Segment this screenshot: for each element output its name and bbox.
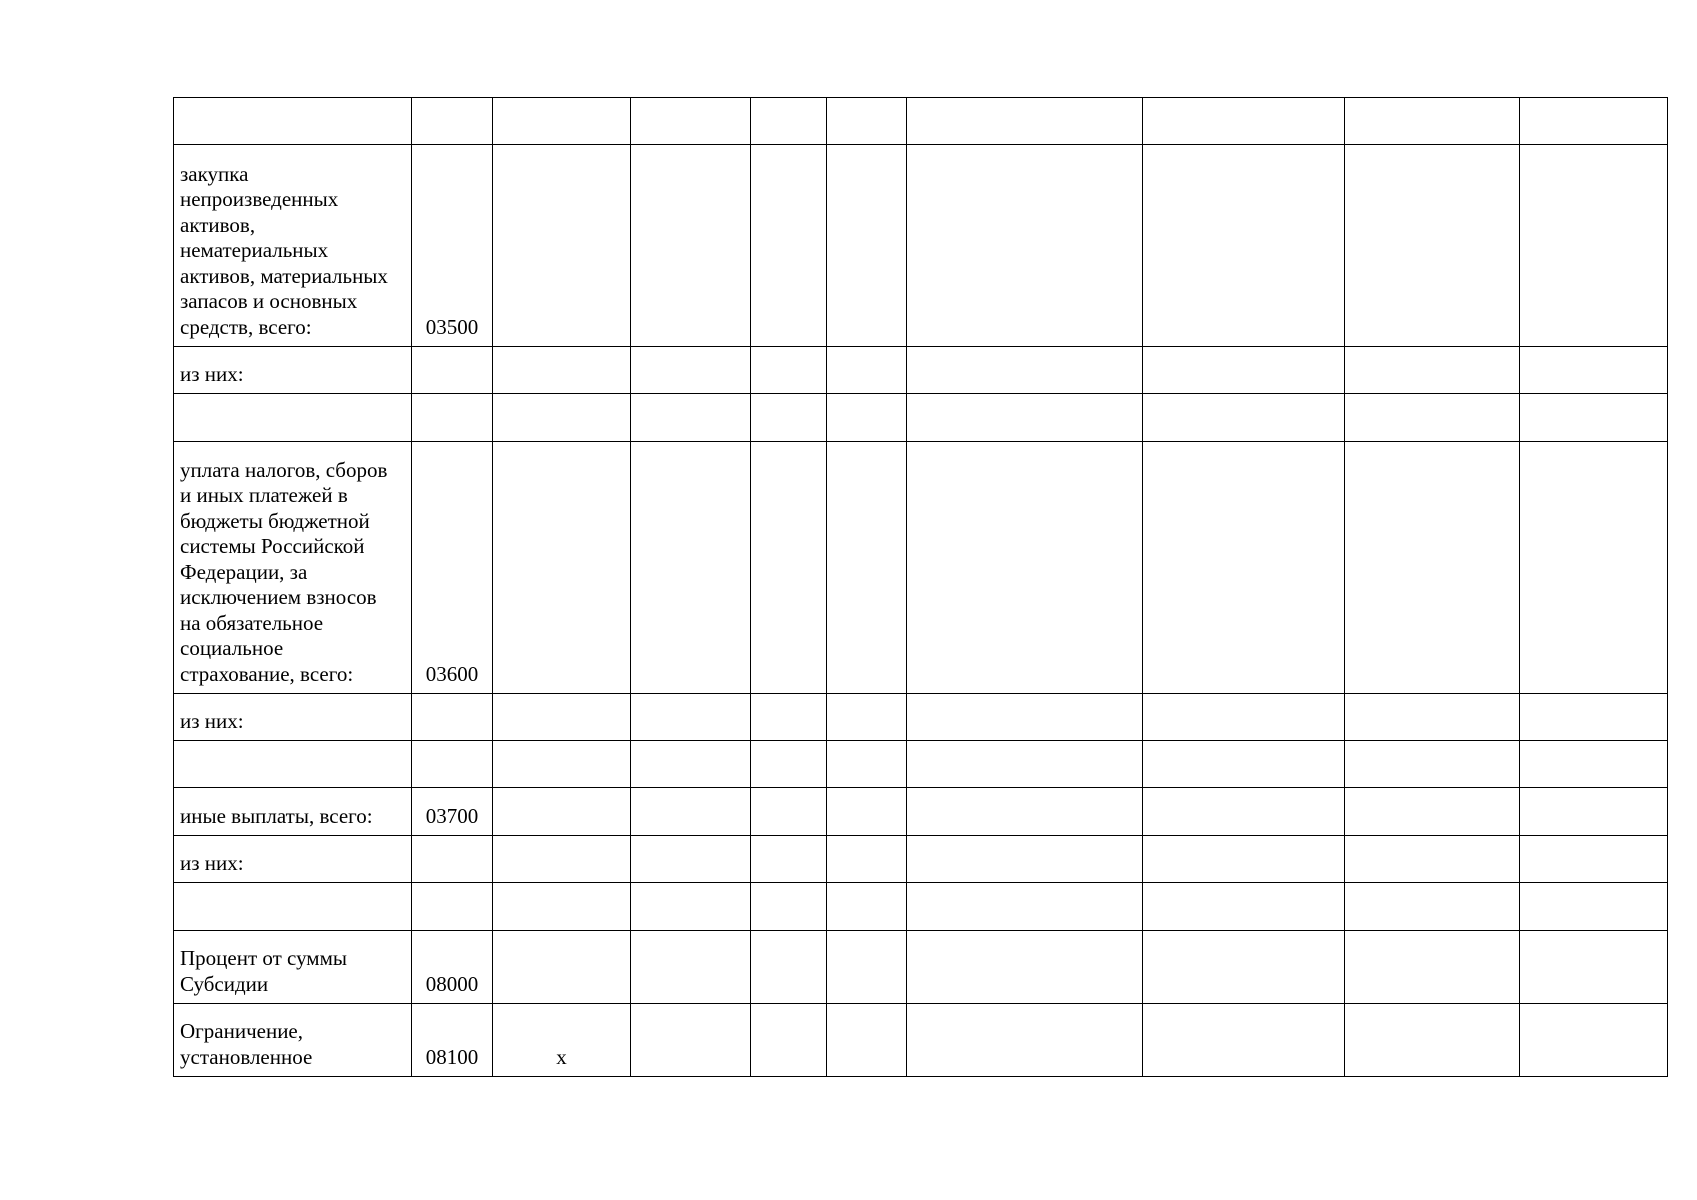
table-row	[174, 694, 1668, 741]
value-cell	[827, 442, 907, 694]
value-cell	[1143, 394, 1345, 442]
value-cell	[493, 98, 631, 145]
value-cell	[1345, 788, 1520, 836]
row-code-cell	[412, 442, 493, 694]
value-cell	[751, 1004, 827, 1077]
value-text: x	[556, 1044, 567, 1069]
value-cell	[1143, 741, 1345, 788]
value-cell	[1520, 883, 1668, 931]
row-name-text: уплата налогов, сборов и иных платежей в бюджеты бюджетной системы Российской Федерации, за исключением взносов на обязательное социальное страхование, всего:	[180, 457, 388, 686]
value-cell	[631, 98, 751, 145]
row-code-text: 08000	[425, 971, 479, 996]
value-cell	[827, 1004, 907, 1077]
table-row	[174, 741, 1668, 788]
row-name-text: из них:	[180, 708, 244, 733]
value-cell	[493, 741, 631, 788]
value-cell	[751, 394, 827, 442]
table-row	[174, 442, 1668, 694]
value-cell	[827, 98, 907, 145]
value-cell	[751, 442, 827, 694]
table-row	[174, 98, 1668, 145]
value-cell	[1143, 788, 1345, 836]
value-cell	[1345, 145, 1520, 347]
value-cell	[1520, 694, 1668, 741]
value-cell	[493, 788, 631, 836]
value-cell	[1143, 98, 1345, 145]
row-name-cell	[174, 442, 412, 694]
row-name-text: из них:	[180, 361, 244, 386]
value-cell	[907, 694, 1143, 741]
table-row	[174, 836, 1668, 883]
row-code-cell	[412, 394, 493, 442]
value-cell	[1520, 788, 1668, 836]
value-cell	[1345, 741, 1520, 788]
value-cell	[751, 741, 827, 788]
value-cell	[907, 145, 1143, 347]
row-name-text: Процент от суммы Субсидии	[180, 946, 347, 996]
value-cell	[751, 347, 827, 394]
value-cell	[907, 98, 1143, 145]
row-code-cell	[412, 883, 493, 931]
table-row	[174, 394, 1668, 442]
value-cell	[751, 836, 827, 883]
value-cell	[1345, 442, 1520, 694]
value-cell	[631, 347, 751, 394]
value-cell	[493, 694, 631, 741]
value-cell	[1520, 931, 1668, 1004]
value-cell	[631, 931, 751, 1004]
value-cell	[631, 694, 751, 741]
value-cell	[1345, 98, 1520, 145]
value-cell	[907, 741, 1143, 788]
value-cell	[493, 836, 631, 883]
value-cell	[1520, 741, 1668, 788]
row-name-text: закупка непроизведенных активов, нематериальных активов, материальных запасов и основных средств, всего:	[180, 161, 388, 339]
value-cell	[827, 931, 907, 1004]
value-cell	[1143, 145, 1345, 347]
value-cell	[1520, 145, 1668, 347]
table-row	[174, 931, 1668, 1004]
value-cell	[1143, 694, 1345, 741]
row-name-text: Ограничение, установленное	[180, 1019, 313, 1069]
row-code-cell	[412, 788, 493, 836]
row-code-cell	[412, 1004, 493, 1077]
value-cell	[751, 98, 827, 145]
value-cell	[1520, 98, 1668, 145]
value-cell	[1345, 931, 1520, 1004]
value-cell	[1345, 694, 1520, 741]
value-cell	[907, 836, 1143, 883]
value-cell	[1143, 883, 1345, 931]
value-cell	[631, 788, 751, 836]
table-row	[174, 788, 1668, 836]
value-cell	[493, 394, 631, 442]
table-row	[174, 883, 1668, 931]
table-row	[174, 347, 1668, 394]
value-cell	[751, 931, 827, 1004]
value-cell	[493, 442, 631, 694]
value-cell	[827, 145, 907, 347]
row-name-cell	[174, 98, 412, 145]
value-cell	[827, 836, 907, 883]
value-cell	[1520, 836, 1668, 883]
value-cell	[907, 788, 1143, 836]
value-cell	[631, 394, 751, 442]
value-cell	[751, 145, 827, 347]
table-body	[174, 98, 1668, 1077]
value-cell	[1345, 1004, 1520, 1077]
value-cell	[1143, 931, 1345, 1004]
row-name-cell	[174, 836, 412, 883]
value-cell	[1345, 347, 1520, 394]
row-code-cell	[412, 145, 493, 347]
value-cell	[751, 694, 827, 741]
value-cell	[631, 741, 751, 788]
value-cell	[827, 694, 907, 741]
row-name-cell	[174, 347, 412, 394]
row-code-cell	[412, 741, 493, 788]
row-code-cell	[412, 931, 493, 1004]
row-name-cell	[174, 788, 412, 836]
row-code-text: 03500	[425, 314, 479, 339]
value-cell	[907, 442, 1143, 694]
value-cell	[1143, 442, 1345, 694]
row-name-cell	[174, 741, 412, 788]
value-cell	[1520, 347, 1668, 394]
value-cell	[631, 836, 751, 883]
value-cell	[631, 1004, 751, 1077]
value-cell	[1345, 836, 1520, 883]
row-code-cell	[412, 98, 493, 145]
value-cell	[827, 394, 907, 442]
value-cell	[1143, 347, 1345, 394]
row-code-cell	[412, 694, 493, 741]
row-name-text: иные выплаты, всего:	[180, 803, 373, 828]
value-cell	[493, 347, 631, 394]
value-cell	[907, 347, 1143, 394]
value-cell	[631, 145, 751, 347]
value-cell	[1520, 1004, 1668, 1077]
value-cell	[827, 883, 907, 931]
row-name-cell	[174, 931, 412, 1004]
table-row	[174, 1004, 1668, 1077]
row-name-cell	[174, 694, 412, 741]
row-name-cell	[174, 394, 412, 442]
value-cell	[907, 1004, 1143, 1077]
row-code-text: 03600	[425, 661, 479, 686]
row-code-cell	[412, 347, 493, 394]
value-cell	[493, 931, 631, 1004]
value-cell	[751, 883, 827, 931]
row-name-cell	[174, 883, 412, 931]
value-cell	[631, 442, 751, 694]
row-name-cell	[174, 1004, 412, 1077]
value-cell	[1520, 442, 1668, 694]
value-cell	[907, 394, 1143, 442]
value-cell	[631, 883, 751, 931]
value-cell	[827, 788, 907, 836]
value-cell	[827, 347, 907, 394]
value-cell	[1143, 836, 1345, 883]
value-cell	[1143, 1004, 1345, 1077]
value-cell	[493, 145, 631, 347]
value-cell	[493, 883, 631, 931]
value-cell	[1345, 394, 1520, 442]
row-code-text: 03700	[425, 803, 479, 828]
value-cell	[827, 741, 907, 788]
report-table	[173, 97, 1668, 1077]
table-row	[174, 145, 1668, 347]
value-cell	[1345, 883, 1520, 931]
value-cell	[907, 883, 1143, 931]
row-name-cell	[174, 145, 412, 347]
value-cell	[1520, 394, 1668, 442]
value-cell	[493, 1004, 631, 1077]
row-code-cell	[412, 836, 493, 883]
value-cell	[907, 931, 1143, 1004]
row-name-text: из них:	[180, 850, 244, 875]
row-code-text: 08100	[425, 1044, 479, 1069]
value-cell	[751, 788, 827, 836]
